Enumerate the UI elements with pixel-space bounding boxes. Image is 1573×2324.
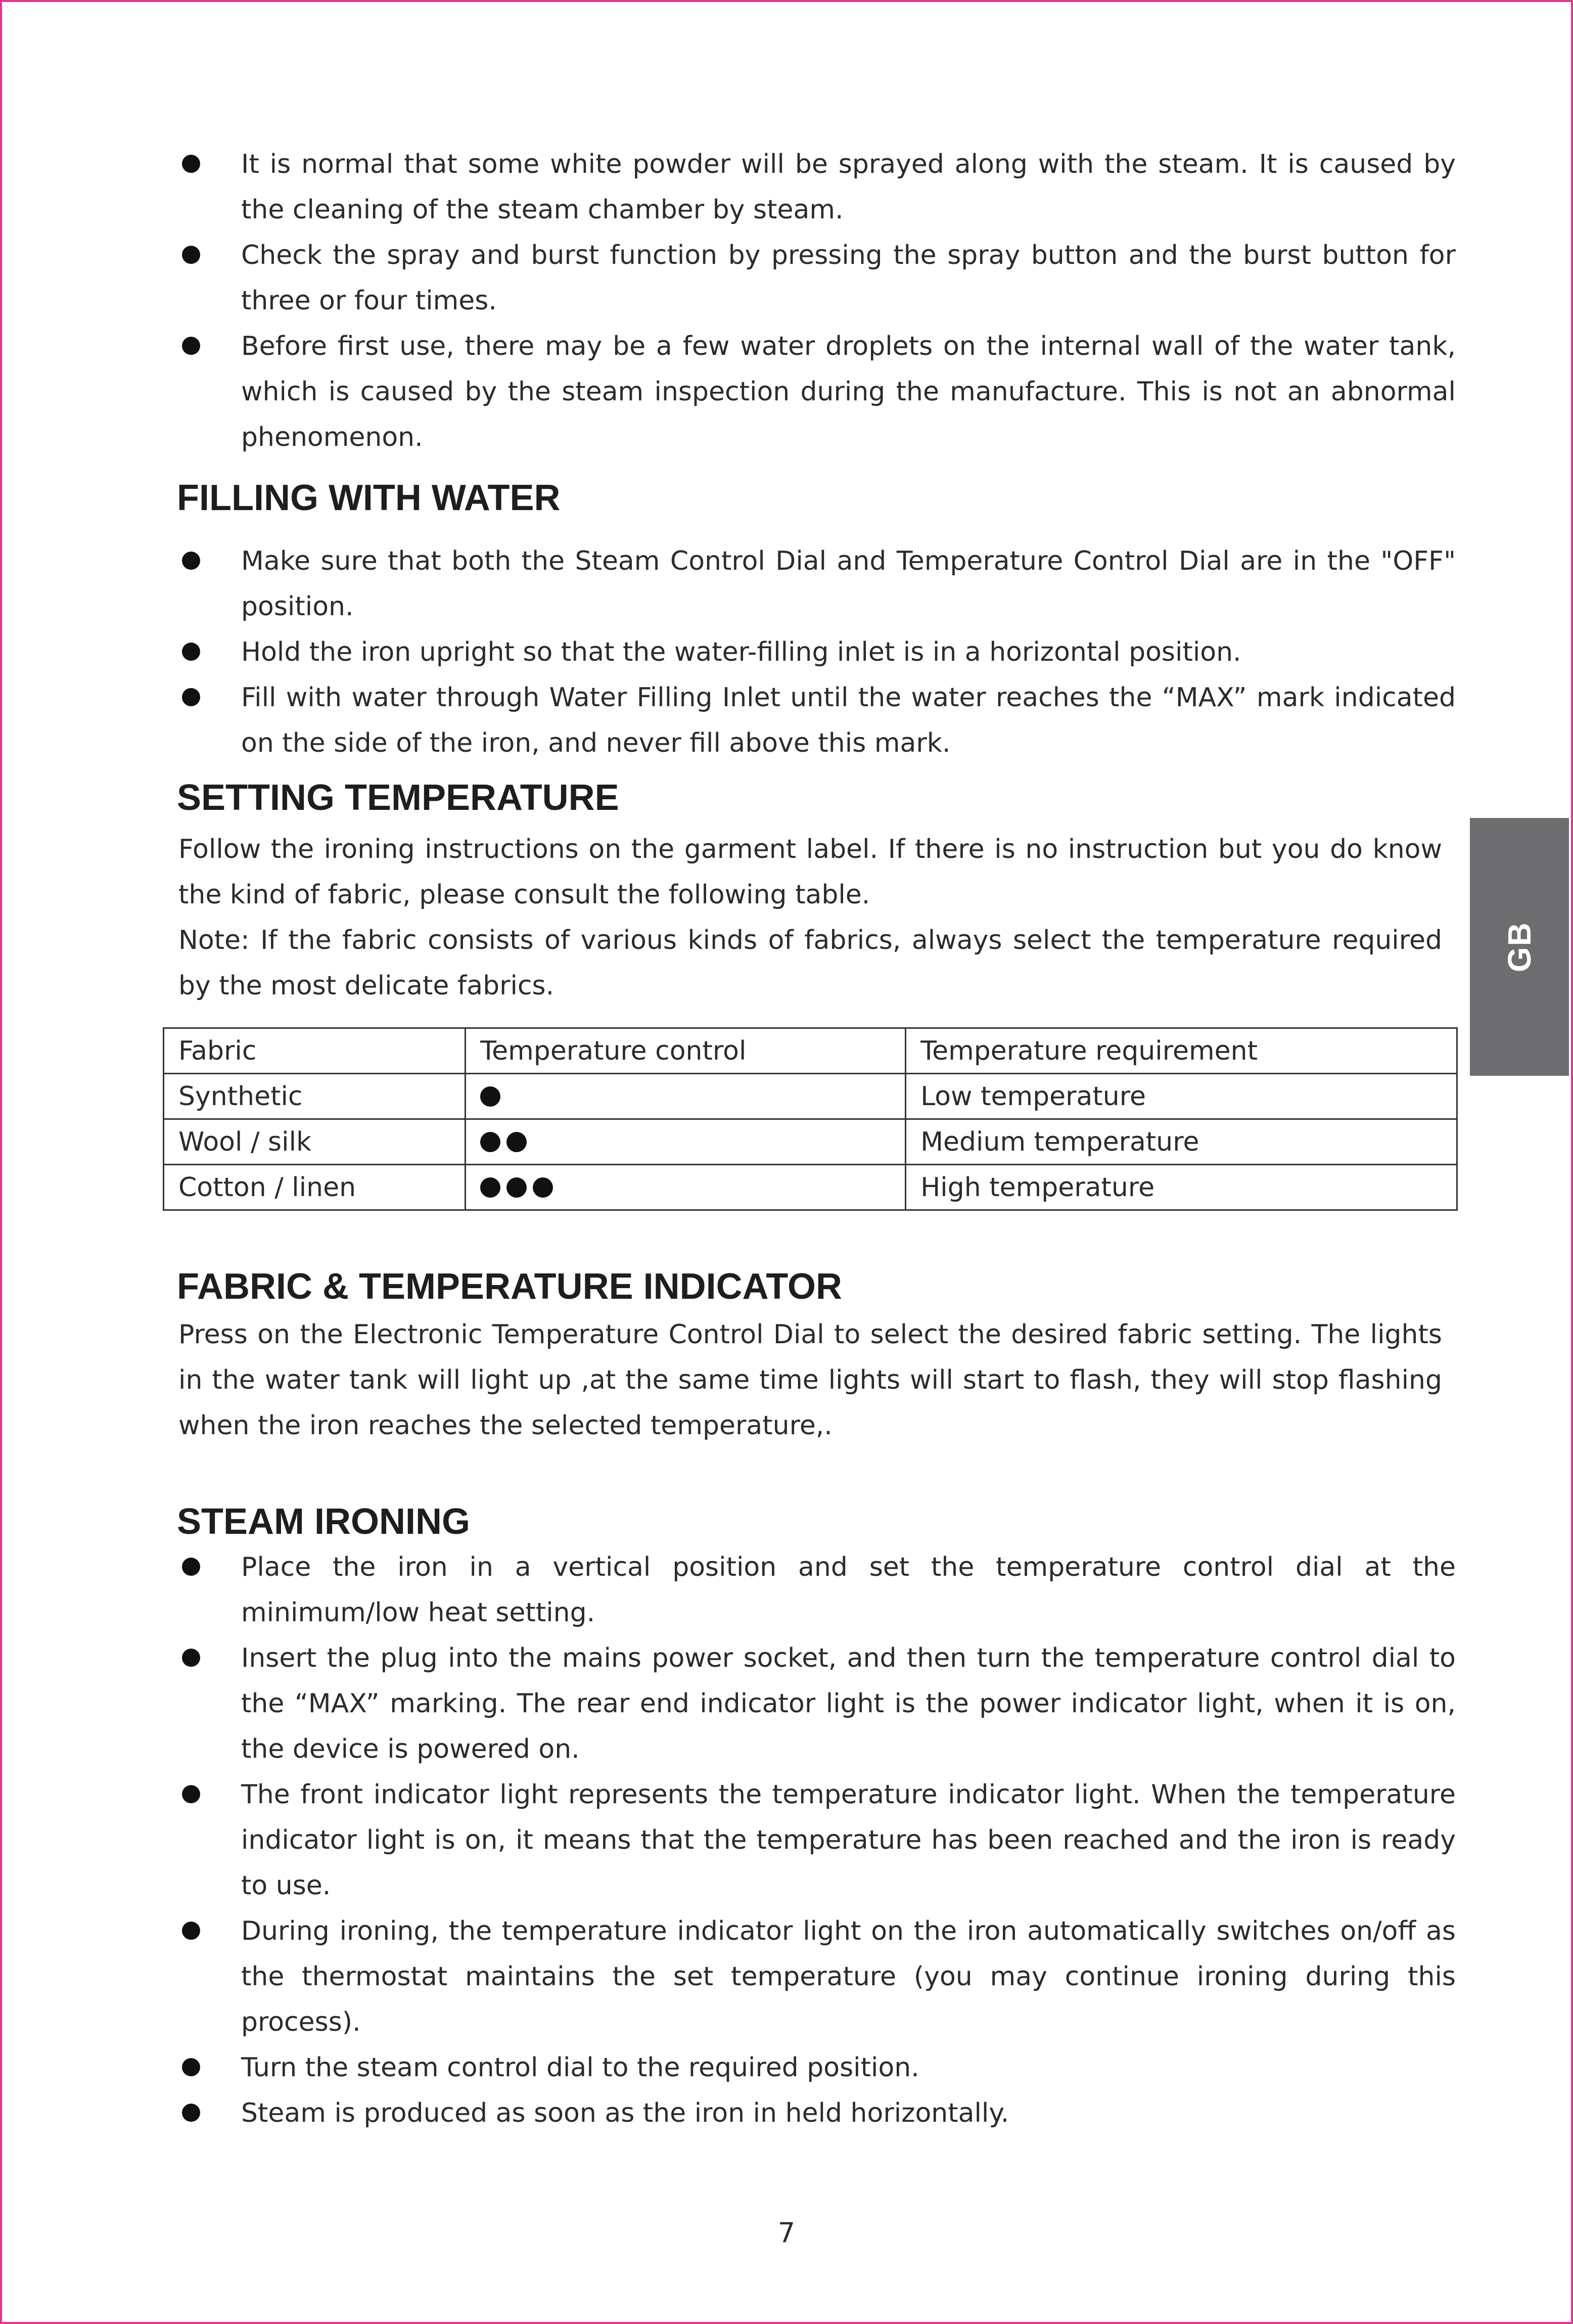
temperature-control-cell: [466, 1165, 906, 1210]
list-item: Hold the iron upright so that the water-filling inlet is in a horizontal position.: [172, 629, 1456, 675]
filling-heading: FILLING WITH WATER: [177, 478, 561, 518]
table-header-row: [164, 1028, 1457, 1074]
requirement-cell: Low temperature: [906, 1074, 1457, 1119]
bullet-icon: [182, 1922, 200, 1940]
list-item: Steam is produced as soon as the iron in held horizontally.: [172, 2090, 1456, 2136]
fabric-temperature-table: [163, 1027, 1458, 1211]
temperature-dot-icon: [533, 1177, 553, 1198]
temperature-dots: [480, 1177, 905, 1198]
steam-heading: STEAM IRONING: [177, 1501, 471, 1542]
bullet-icon: [182, 2104, 200, 2122]
bullet-icon: [182, 1558, 200, 1576]
temperature-dot-icon: [506, 1132, 527, 1152]
fabric-cell: Synthetic: [164, 1074, 466, 1119]
fabric-cell: Cotton / linen: [164, 1165, 466, 1210]
temperature-dot-icon: [480, 1177, 500, 1198]
bullet-icon: [182, 643, 200, 661]
temperature-dot-icon: [480, 1132, 500, 1152]
list-item: Insert the plug into the mains power socket, and then turn the temperature control dial to the “MAX” marking. The rear end indicator light is the power indicator light, when it is on, the device is powered on.: [172, 1635, 1456, 1772]
indicator-heading: FABRIC & TEMPERATURE INDICATOR: [177, 1266, 843, 1307]
bullet-icon: [182, 246, 200, 264]
intro-bullet-list: [172, 142, 1456, 460]
setting-paragraph: Follow the ironing instructions on the garment label. If there is no instruction but you do know the kind of fabric, please consult the following table. Note: If the fabric consists of various kinds of fabrics, always select the temperature required by the most delicate fabrics.: [178, 834, 1442, 1001]
indicator-paragraph: Press on the Electronic Temperature Control Dial to select the desired fabric setting. The lights in the water tank will light up ,at the same time lights will start to flash, they will stop flashing when the iron reaches the selected temperature,.: [178, 1319, 1442, 1441]
language-tab: GB: [1470, 818, 1569, 1076]
fabric-cell: Wool / silk: [164, 1119, 466, 1165]
list-item: It is normal that some white powder will be sprayed along with the steam. It is caused by the cleaning of the steam chamber by steam.: [172, 142, 1456, 233]
bullet-icon: [182, 1649, 200, 1667]
filling-bullet-list: [172, 538, 1456, 766]
list-item: Before first use, there may be a few water droplets on the internal wall of the water tank, which is caused by the steam inspection during the manufacture. This is not an abnormal phenomenon.: [172, 324, 1456, 460]
temperature-control-cell: [466, 1074, 906, 1119]
temperature-dot-icon: [506, 1177, 527, 1198]
requirement-cell: High temperature: [906, 1165, 1457, 1210]
bullet-icon: [182, 155, 200, 173]
temperature-dots: [480, 1086, 905, 1107]
requirement-cell: Medium temperature: [906, 1119, 1457, 1165]
list-item: During ironing, the temperature indicator light on the iron automatically switches on/off as the thermostat maintains the set temperature (you may continue ironing during this process).: [172, 1908, 1456, 2045]
temperature-dot-icon: [480, 1086, 500, 1107]
list-item: Fill with water through Water Filling Inlet until the water reaches the “MAX” mark indicated on the side of the iron, and never fill above this mark.: [172, 675, 1456, 766]
list-item: Make sure that both the Steam Control Dial and Temperature Control Dial are in the "OFF" position.: [172, 538, 1456, 629]
setting-heading: SETTING TEMPERATURE: [177, 778, 619, 818]
table-header: Temperature requirement: [906, 1028, 1457, 1074]
bullet-icon: [182, 688, 200, 706]
table-header: Temperature control: [466, 1028, 906, 1074]
table-row: [164, 1165, 1457, 1210]
steam-bullet-list: [172, 1544, 1456, 2136]
table-row: [164, 1074, 1457, 1119]
list-item: Place the iron in a vertical position and set the temperature control dial at the minimum/low heat setting.: [172, 1544, 1456, 1635]
temperature-dots: [480, 1132, 905, 1152]
bullet-icon: [182, 2058, 200, 2076]
bullet-icon: [182, 1785, 200, 1803]
temperature-control-cell: [466, 1119, 906, 1165]
list-item: Check the spray and burst function by pressing the spray button and the burst button for three or four times.: [172, 233, 1456, 324]
table-row: [164, 1119, 1457, 1165]
bullet-icon: [182, 337, 200, 355]
list-item: The front indicator light represents the temperature indicator light. When the temperature indicator light is on, it means that the temperature has been reached and the iron is ready to use.: [172, 1772, 1456, 1908]
list-item: Turn the steam control dial to the required position.: [172, 2045, 1456, 2090]
page-number: 7: [777, 2217, 796, 2249]
table-header: Fabric: [164, 1028, 466, 1074]
bullet-icon: [182, 552, 200, 570]
